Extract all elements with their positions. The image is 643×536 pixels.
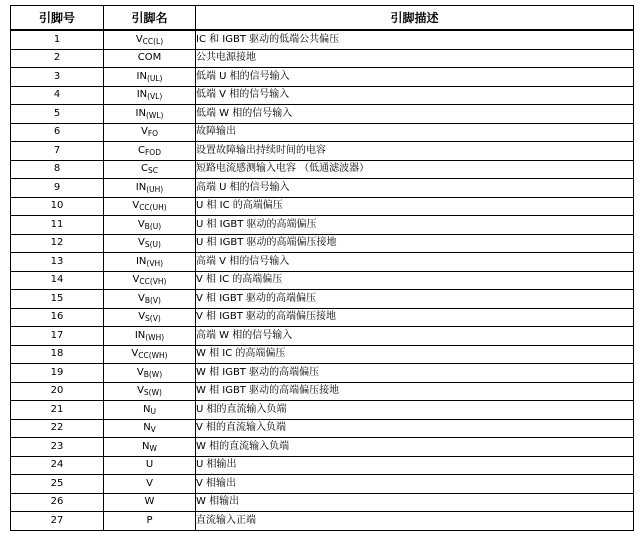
table-row xyxy=(11,290,634,309)
pin-name-subscript: CC(L) xyxy=(142,36,164,46)
header-pin-name: 引脚名 xyxy=(104,6,196,31)
table-row xyxy=(11,160,634,179)
table-row xyxy=(11,253,634,272)
header-row xyxy=(11,6,634,31)
pin-number-cell: 18 xyxy=(11,345,104,364)
table-row xyxy=(11,401,634,420)
pin-description-cell: U 相 IC 的高端偏压 xyxy=(196,197,634,216)
pin-name-cell xyxy=(104,68,196,87)
table-row xyxy=(11,123,634,142)
pin-name-cell xyxy=(104,456,196,475)
pin-number-cell: 24 xyxy=(11,456,104,475)
pin-description-cell: W 相 IC 的高端偏压 xyxy=(196,345,634,364)
pin-description-cell: U 相输出 xyxy=(196,456,634,475)
pin-name-main: IN xyxy=(135,255,147,267)
pin-name-subscript: W xyxy=(149,443,157,453)
pin-number-cell: 1 xyxy=(11,30,104,49)
pin-name-main: V xyxy=(138,311,146,323)
pin-name-main: V xyxy=(136,366,144,378)
table-row xyxy=(11,382,634,401)
pin-number-cell: 22 xyxy=(11,419,104,438)
pin-name-subscript: (VL) xyxy=(147,92,163,102)
pin-name-main: V xyxy=(135,33,143,45)
pin-description-cell: V 相输出 xyxy=(196,475,634,494)
pin-name-main: V xyxy=(138,237,145,249)
pin-number-cell: 12 xyxy=(11,234,104,253)
table-row xyxy=(11,493,634,512)
table-row xyxy=(11,438,634,457)
pin-name-cell xyxy=(104,290,196,309)
pin-name-cell xyxy=(104,327,196,346)
pin-name-subscript: (UH) xyxy=(146,184,164,194)
pin-name-main: V xyxy=(131,348,139,360)
pin-name-cell xyxy=(104,364,196,383)
pin-name-main: U xyxy=(145,459,154,471)
table-row xyxy=(11,30,634,49)
pin-name-main: COM xyxy=(137,52,162,64)
table-row xyxy=(11,271,634,290)
pin-name-cell xyxy=(104,419,196,438)
pin-name-main: V xyxy=(146,477,153,489)
pin-number-cell: 5 xyxy=(11,105,104,124)
table-row xyxy=(11,234,634,253)
table-row xyxy=(11,512,634,531)
pin-number-cell: 25 xyxy=(11,475,104,494)
pin-description-cell: U 相 IGBT 驱动的高端偏压 xyxy=(196,216,634,235)
pin-name-subscript: B(W) xyxy=(143,369,163,379)
pin-number-cell: 4 xyxy=(11,86,104,105)
pin-description-cell: 直流输入正端 xyxy=(196,512,634,531)
pin-description-cell: U 相 IGBT 驱动的高端偏压接地 xyxy=(196,234,634,253)
pin-number-cell: 9 xyxy=(11,179,104,198)
pin-name-cell xyxy=(104,30,196,49)
pin-number-cell: 11 xyxy=(11,216,104,235)
table-row xyxy=(11,68,634,87)
table-row xyxy=(11,327,634,346)
pin-name-main: IN xyxy=(136,70,147,82)
pin-name-main: V xyxy=(140,126,148,138)
pin-description-cell: W 相的直流输入负端 xyxy=(196,438,634,457)
pin-name-subscript: (WH) xyxy=(145,332,165,342)
pin-name-main: V xyxy=(132,200,140,212)
pin-number-cell: 23 xyxy=(11,438,104,457)
pin-name-main: N xyxy=(142,440,150,452)
pin-description-cell: 公共电源接地 xyxy=(196,49,634,68)
pin-name-cell xyxy=(104,308,196,327)
pin-name-cell xyxy=(104,345,196,364)
pin-description-cell: 短路电流感测输入电容 （低通滤波器） xyxy=(196,160,634,179)
pin-number-cell: 16 xyxy=(11,308,104,327)
pin-description-cell: 设置故障输出持续时间的电容 xyxy=(196,142,634,161)
table-row xyxy=(11,216,634,235)
pin-name-subscript: CC(WH) xyxy=(138,351,168,361)
pin-description-cell: 低端 U 相的信号输入 xyxy=(196,68,634,87)
pin-name-subscript: S(U) xyxy=(144,240,161,250)
pin-name-cell xyxy=(104,512,196,531)
pin-name-cell xyxy=(104,123,196,142)
pin-description-cell: W 相输出 xyxy=(196,493,634,512)
pin-name-cell xyxy=(104,253,196,272)
pin-number-cell: 7 xyxy=(11,142,104,161)
pin-number-cell: 19 xyxy=(11,364,104,383)
pin-name-cell xyxy=(104,105,196,124)
pin-name-subscript: S(V) xyxy=(145,314,161,324)
table-row xyxy=(11,179,634,198)
pin-name-cell xyxy=(104,234,196,253)
pin-name-main: W xyxy=(144,496,155,508)
pin-name-cell xyxy=(104,160,196,179)
table-row xyxy=(11,49,634,68)
pin-name-subscript: V xyxy=(150,425,156,435)
pin-name-subscript: U xyxy=(150,406,156,416)
pin-description-cell: W 相 IGBT 驱动的高端偏压接地 xyxy=(196,382,634,401)
pin-name-subscript: B(V) xyxy=(144,295,161,305)
pin-number-cell: 13 xyxy=(11,253,104,272)
pin-name-cell xyxy=(104,475,196,494)
pin-name-subscript: S(W) xyxy=(143,388,162,398)
pin-name-subscript: CC(VH) xyxy=(139,277,167,287)
pin-description-cell: IC 和 IGBT 驱动的低端公共偏压 xyxy=(196,30,634,49)
pin-number-cell: 27 xyxy=(11,512,104,531)
header-pin-number: 引脚号 xyxy=(11,6,104,31)
pin-name-subscript: (UL) xyxy=(146,73,163,83)
header-pin-description: 引脚描述 xyxy=(196,6,634,31)
pin-name-main: V xyxy=(137,218,145,230)
pin-name-cell xyxy=(104,179,196,198)
table-row xyxy=(11,142,634,161)
pin-name-cell xyxy=(104,216,196,235)
pin-description-cell: 高端 W 相的信号输入 xyxy=(196,327,634,346)
pin-name-subscript: (WL) xyxy=(145,110,164,120)
pin-description-cell: 故障输出 xyxy=(196,123,634,142)
table-header xyxy=(11,6,634,31)
pin-name-main: IN xyxy=(135,181,147,193)
table-row xyxy=(11,86,634,105)
table-row xyxy=(11,308,634,327)
pin-number-cell: 15 xyxy=(11,290,104,309)
pin-number-cell: 17 xyxy=(11,327,104,346)
pin-description-cell: 低端 W 相的信号输入 xyxy=(196,105,634,124)
pin-name-subscript: SC xyxy=(147,166,158,176)
pin-name-main: N xyxy=(143,403,151,415)
pin-number-cell: 3 xyxy=(11,68,104,87)
pin-description-table xyxy=(10,5,634,531)
pin-name-cell xyxy=(104,493,196,512)
table-row xyxy=(11,475,634,494)
table-row xyxy=(11,105,634,124)
pin-name-main: C xyxy=(138,144,145,156)
pin-description-cell: V 相 IGBT 驱动的高端偏压接地 xyxy=(196,308,634,327)
table-row xyxy=(11,364,634,383)
pin-description-cell: V 相 IC 的高端偏压 xyxy=(196,271,634,290)
table-row xyxy=(11,345,634,364)
pin-name-main: IN xyxy=(134,329,146,341)
pin-number-cell: 6 xyxy=(11,123,104,142)
table-row xyxy=(11,456,634,475)
pin-number-cell: 14 xyxy=(11,271,104,290)
pin-name-cell xyxy=(104,49,196,68)
table-row xyxy=(11,197,634,216)
pin-name-main: V xyxy=(137,385,144,397)
pin-name-subscript: B(U) xyxy=(144,221,162,231)
pin-name-cell xyxy=(104,401,196,420)
pin-description-cell: V 相 IGBT 驱动的高端偏压 xyxy=(196,290,634,309)
pin-name-main: V xyxy=(132,274,140,286)
pin-name-cell xyxy=(104,438,196,457)
pin-name-main: V xyxy=(138,292,145,304)
pin-name-cell xyxy=(104,142,196,161)
pin-name-subscript: (VH) xyxy=(146,258,164,268)
pin-name-cell xyxy=(104,382,196,401)
pin-name-cell xyxy=(104,86,196,105)
pin-name-main: IN xyxy=(136,89,148,101)
pin-name-subscript: FOD xyxy=(144,147,161,157)
pin-name-main: IN xyxy=(135,107,146,119)
table-row xyxy=(11,419,634,438)
pin-number-cell: 21 xyxy=(11,401,104,420)
pin-number-cell: 20 xyxy=(11,382,104,401)
pin-name-main: C xyxy=(141,163,148,175)
pin-name-cell xyxy=(104,197,196,216)
pin-name-main: P xyxy=(146,514,153,526)
pin-description-cell: 低端 V 相的信号输入 xyxy=(196,86,634,105)
pin-name-cell xyxy=(104,271,196,290)
pin-name-subscript: CC(UH) xyxy=(139,203,167,213)
pin-description-cell: 高端 V 相的信号输入 xyxy=(196,253,634,272)
pin-name-subscript: FO xyxy=(147,129,159,139)
pin-description-cell: W 相 IGBT 驱动的高端偏压 xyxy=(196,364,634,383)
pin-description-cell: 高端 U 相的信号输入 xyxy=(196,179,634,198)
pin-name-main: N xyxy=(143,422,151,434)
pin-number-cell: 2 xyxy=(11,49,104,68)
pin-description-cell: V 相的直流输入负端 xyxy=(196,419,634,438)
pin-description-cell: U 相的直流输入负端 xyxy=(196,401,634,420)
pin-number-cell: 26 xyxy=(11,493,104,512)
pin-number-cell: 10 xyxy=(11,197,104,216)
pin-number-cell: 8 xyxy=(11,160,104,179)
table-body xyxy=(11,30,634,530)
